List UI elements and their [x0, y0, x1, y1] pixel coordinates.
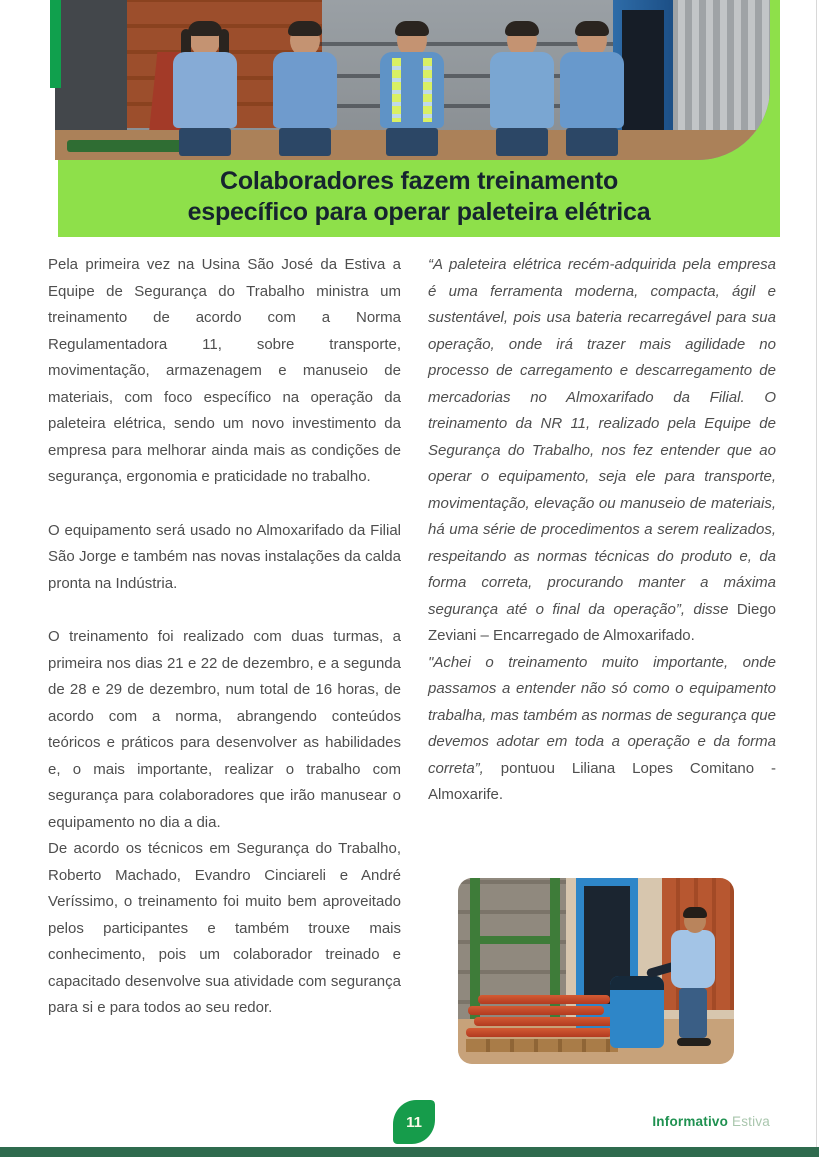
quote-paragraph — [428, 252, 776, 650]
person-shirt-hivis — [380, 52, 444, 128]
quote-paragraph — [428, 650, 776, 809]
person-legs — [566, 128, 618, 156]
person-figure — [490, 24, 554, 156]
operator-head — [684, 909, 706, 933]
person-figure — [273, 24, 337, 156]
headline-line1: Colaboradores fazem treinamento — [219, 167, 619, 195]
page-title — [66, 166, 772, 228]
page-number-badge — [393, 1100, 435, 1144]
person-legs — [496, 128, 548, 156]
red-bar — [474, 1017, 616, 1026]
operator-legs — [679, 988, 707, 1038]
footer-bar — [0, 1147, 819, 1157]
person-legs — [179, 128, 231, 156]
stacker-body-shape — [610, 976, 664, 1048]
quote-attribution: pontuou Liliana Lopes Comitano - Almoxarife. — [428, 759, 776, 803]
footer-brand — [652, 1114, 770, 1129]
red-bar — [478, 995, 610, 1004]
red-bars-stack — [464, 993, 620, 1039]
operator-figure — [666, 909, 720, 1046]
operator-shirt — [671, 930, 715, 988]
brand-estiva: Estiva — [732, 1114, 770, 1129]
person-shirt — [490, 52, 554, 128]
paragraph: O treinamento foi realizado com duas turmas, a primeira nos dias 21 e 22 de dezembro, e a segunda de 28 e 29 de dezembro, num total de 16 horas, de acordo com a norma, abrangendo conteúdos teóricos e práticos para desenvolver as habilidades e, o mais importante, realizar o trabalho com segurança para colaboradores que irão manusear o equipamento no dia a dia. — [48, 628, 401, 831]
brand-informativo: Informativo — [652, 1114, 729, 1129]
person-shirt — [173, 52, 237, 128]
paragraph: De acordo os técnicos em Segurança do Trabalho, Roberto Machado, Evandro Cinciareli e André Veríssimo, o treinamento foi muito bem aproveitado pelos participantes e também trouxe mais conhecimento, pois um colaborador treinado e capacitado desenvolve sua atividade com segurança para si e para todos ao seu redor. — [48, 840, 401, 1016]
left-accent-bar — [50, 0, 61, 88]
quote-text: "Achei o treinamento muito importante, onde passamos a entender não só como o equipamento trabalha, mas também as normas de segurança que devemos adotar em toda a operação e da forma correta”, — [428, 653, 776, 777]
person-legs — [279, 128, 331, 156]
top-photo — [55, 0, 770, 160]
person-figure — [173, 24, 237, 156]
red-bar — [466, 1028, 612, 1037]
paragraph: O equipamento será usado no Almoxarifado da Filial São Jorge e também nas novas instalações da calda pronta na Indústria. — [48, 521, 401, 592]
green-rack-beam — [470, 936, 560, 944]
article-left-column — [48, 252, 401, 1022]
page-edge-line — [816, 0, 817, 1157]
person-shirt — [560, 52, 624, 128]
bottom-photo — [458, 878, 734, 1064]
operator-shoe — [677, 1038, 711, 1046]
paragraph: Pela primeira vez na Usina São José da Estiva a Equipe de Segurança do Trabalho ministra um treinamento de acordo com a Norma Regulamentadora 11, sobre transporte, movimentação, armazenagem e manuseio de materiais, com foco específico na operação da paleteira elétrica, sendo um novo investimento da empresa para melhorar ainda mais as condições de segurança, ergonomia e praticidade no trabalho. — [48, 256, 401, 485]
person-shirt — [273, 52, 337, 128]
page-number: 11 — [406, 1113, 422, 1131]
stacker-body-top — [610, 976, 664, 990]
person-figure — [380, 24, 444, 156]
forklift-mast-window — [622, 10, 664, 132]
quote-text: “A paleteira elétrica recém-adquirida pela empresa é uma ferramenta moderna, compacta, ágil e sustentável, pois usa bateria recarregável para sua operação, onde irá trazer mais agilidade no processo de carregamento e descarregamento de mercadorias no Almoxarifado da Filial. O treinamento da NR 11, realizado pela Equipe de Segurança do Trabalho, nos fez entender que ao operar o equipamento, seja ele para transporte, movimentação, elevação ou manuseio de materiais, há uma série de procedimentos a serem realizados, respeitando as normas técnicas do produto e, da forma correta, procurando manter a máxima segurança até o final da operação”, disse — [428, 256, 776, 618]
headline-line2: específico para operar paleteira elétrica — [187, 198, 651, 226]
article-right-column — [428, 252, 776, 809]
person-figure — [560, 24, 624, 156]
quote-attribution: Diego Zeviani – Encarregado de Almoxarifado. — [428, 600, 777, 644]
wooden-pallet-shape — [466, 1039, 618, 1052]
person-legs — [386, 128, 438, 156]
red-bar — [468, 1006, 604, 1015]
